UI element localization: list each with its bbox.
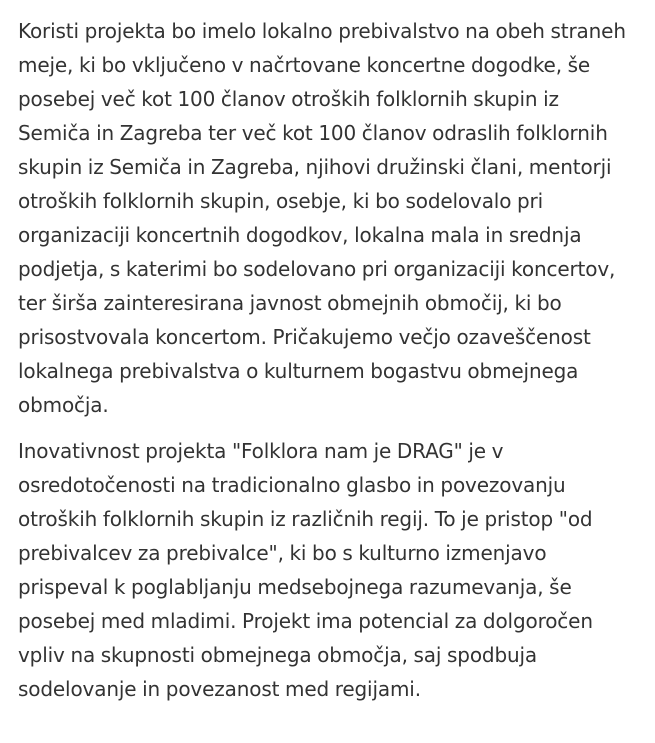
paragraph-project-innovation: Inovativnost projekta "Folklora nam je DRAG" je v osredotočenosti na tradicionalno glasbo in povezovanju otroških folklornih skupin iz različnih regij. To je pristop "od prebivalcev za prebivalce", ki bo s kulturno izmenjavo prispeval k poglabljanju medsebojnega razumevanja, še posebej med mladimi. Projekt ima potencial za dolgoročen vpliv na skupnosti obmejnega območja, saj spodbuja sodelovanje in povezanost med regijami. [18, 439, 593, 701]
paragraph-project-benefits: Koristi projekta bo imelo lokalno prebivalstvo na obeh straneh meje, ki bo vključeno v načrtovane koncertne dogodke, še posebej več kot 100 članov otroških folklornih skupin iz Semiča in Zagreba ter več kot 100 članov odraslih folklornih skupin iz Semiča in Zagreba, njihovi družinski člani, mentorji otroških folklornih skupin, osebje, ki bo sodelovalo pri organizaciji koncertnih dogodkov, lokalna mala in srednja podjetja, s katerimi bo sodelovano pri organizaciji koncertov, ter širša zainteresirana javnost obmejnih območij, ki bo prisostvovala koncertom. Pričakujemo večjo ozaveščenost lokalnega prebivalstva o kulturnem bogastvu obmejnega območja. [18, 19, 626, 417]
